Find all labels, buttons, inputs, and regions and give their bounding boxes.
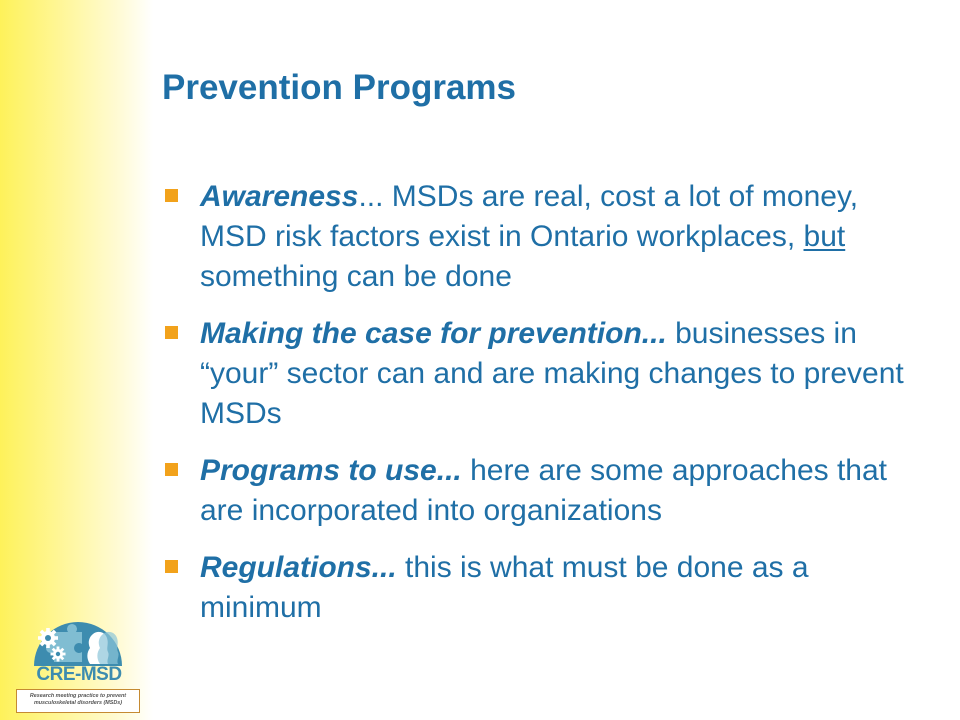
- bullet-awareness: [162, 177, 922, 297]
- logo-tagline-line-1: Research meeting practice to prevent: [29, 693, 127, 699]
- slide-title: Prevention Programs: [162, 68, 516, 107]
- square-bullet-icon: [165, 326, 178, 339]
- bullet-text: here are some approaches that are incorporated into organizations: [200, 454, 888, 527]
- cre-msd-logo: [14, 614, 142, 714]
- bullet-lead: Programs to use...: [200, 454, 462, 487]
- square-bullet-icon: [165, 560, 178, 573]
- bullet-text: MSDs are real, cost a lot of money, MSD risk factors exist in Ontario workplaces,: [200, 180, 859, 253]
- bullet-lead: Regulations...: [200, 551, 397, 584]
- underlined-word: but: [803, 220, 846, 253]
- bullet-text: this is what must be done as a minimum: [200, 551, 809, 624]
- left-gradient-band: [0, 0, 153, 720]
- bullet-list: [162, 177, 922, 645]
- bullet-lead: Making the case for prevention...: [200, 317, 667, 350]
- logo-wordmark: CRE-MSD: [36, 664, 122, 685]
- square-bullet-icon: [165, 189, 178, 202]
- bullet-lead-tail: ...: [358, 180, 384, 213]
- bullet-regulations: [162, 548, 922, 628]
- bullet-text-end: something can be done: [200, 260, 512, 293]
- bullet-text: businesses in “your” sector can and are making changes to prevent MSDs: [200, 317, 904, 430]
- bullet-lead: Awareness: [200, 180, 359, 213]
- bullet-making-the-case: [162, 314, 922, 434]
- logo-tagline-box: [16, 689, 140, 713]
- bullet-programs: [162, 451, 922, 531]
- square-bullet-icon: [165, 463, 178, 476]
- logo-tagline-line-2: musculoskeletal disorders (MSDs): [33, 700, 123, 706]
- puzzle-gears-heads-icon: [14, 614, 142, 670]
